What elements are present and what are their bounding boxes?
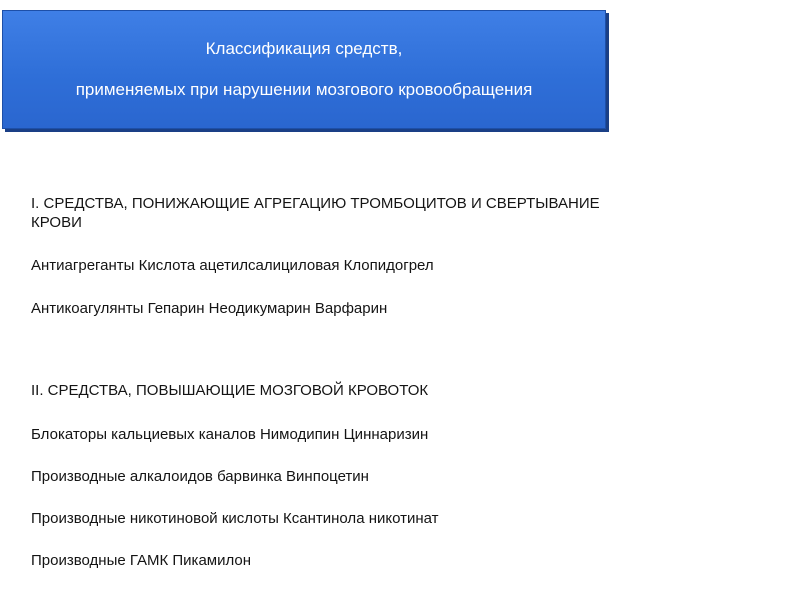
list-item-calcium-channel-blockers: Блокаторы кальциевых каналов Нимодипин Циннаризин: [31, 426, 429, 443]
section-heading-blood-flow: II. СРЕДСТВА, ПОВЫШАЮЩИЕ МОЗГОВОЙ КРОВОТОК: [31, 382, 429, 399]
list-item-gaba-derivatives: Производные ГАМК Пикамилон: [31, 552, 252, 569]
list-item-nicotinic-derivatives: Производные никотиновой кислоты Ксантинола никотинат: [31, 510, 439, 527]
slide-title-line-1: Классификация средств,: [205, 39, 403, 58]
list-item-vinca-derivatives: Производные алкалоидов барвинка Винпоцетин: [31, 468, 369, 485]
title-banner: [2, 10, 606, 129]
section-heading-antiplatelet: I. СРЕДСТВА, ПОНИЖАЮЩИЕ АГРЕГАЦИЮ ТРОМБОЦИТОВ И СВЕРТЫВАНИЕ КРОВИ: [31, 195, 600, 231]
list-item-anticoagulants: Антикоагулянты Гепарин Неодикумарин Варфарин: [31, 300, 388, 317]
slide-title-line-2: применяемых при нарушении мозгового кровообращения: [75, 80, 533, 99]
list-item-antiaggregants: Антиагреганты Кислота ацетилсалициловая Клопидогрел: [31, 257, 434, 274]
